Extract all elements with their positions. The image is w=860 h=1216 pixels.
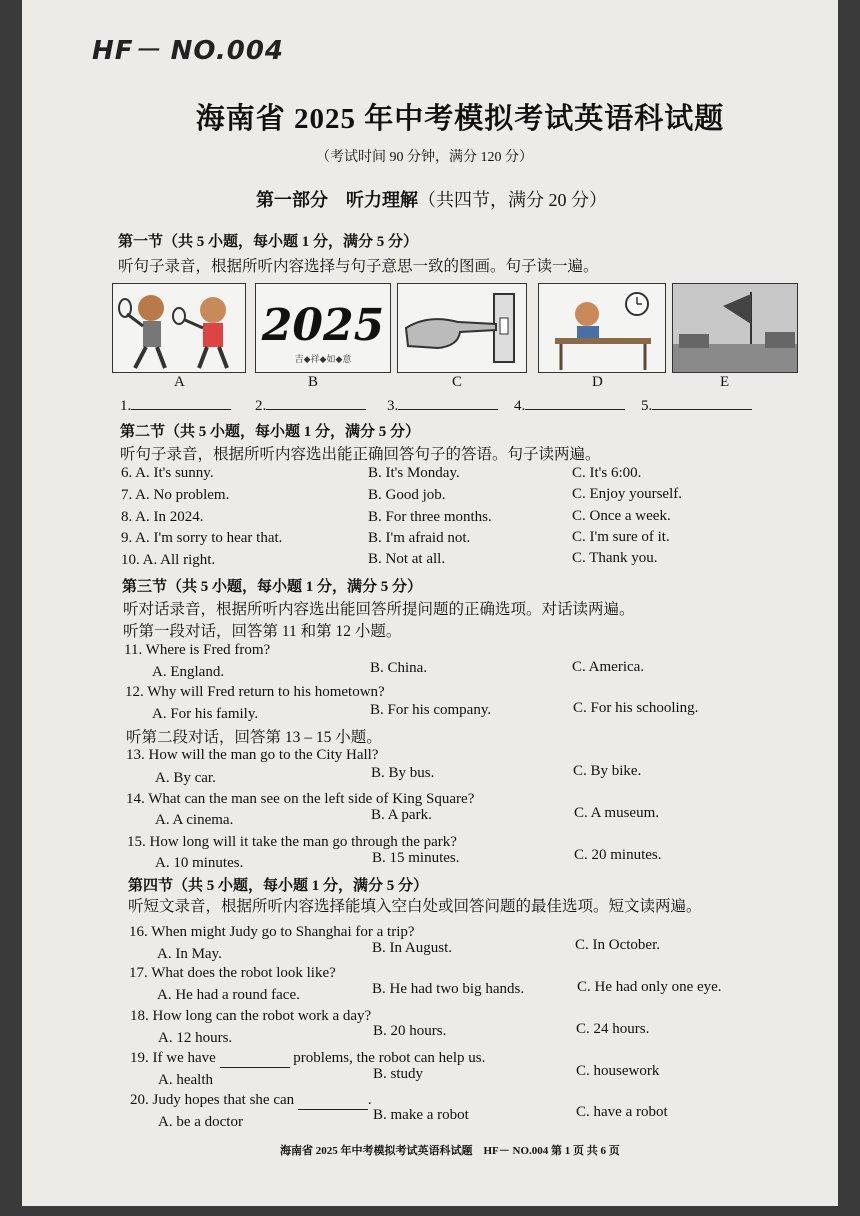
picture-b-caption: 吉◆祥◆如◆意 — [294, 355, 352, 365]
option-7a: 7. A. No problem. — [121, 487, 230, 503]
option-9a: 9. A. I'm sorry to hear that. — [121, 530, 283, 546]
option-12c: C. For his schooling. — [573, 700, 699, 716]
question-13: 13. How will the man go to the City Hall? — [126, 747, 379, 763]
question-20: 20. Judy hopes that she can . — [130, 1092, 372, 1108]
question-20-blank[interactable] — [298, 1092, 368, 1110]
picture-b-2025 — [255, 283, 391, 373]
option-6c: C. It's 6:00. — [572, 465, 642, 481]
question-11: 11. Where is Fred from? — [124, 642, 271, 658]
answer-blank-1[interactable]: 1. — [120, 397, 231, 415]
section-4-title: 第四节（共 5 小题，每小题 1 分，满分 5 分） — [128, 878, 429, 894]
option-13a: A. By car. — [155, 770, 216, 786]
option-16c: C. In October. — [575, 937, 660, 953]
section-1-title: 第一节（共 5 小题，每小题 1 分，满分 5 分） — [118, 234, 419, 250]
picture-c-switch — [397, 283, 527, 373]
picture-label-e: E — [720, 374, 730, 390]
question-12: 12. Why will Fred return to his hometown? — [125, 684, 385, 700]
picture-label-d: D — [592, 374, 603, 390]
question-17: 17. What does the robot look like? — [129, 965, 336, 981]
option-11c: C. America. — [572, 659, 645, 675]
section-3-title: 第三节（共 5 小题，每小题 1 分，满分 5 分） — [122, 579, 423, 595]
option-7c: C. Enjoy yourself. — [572, 486, 682, 502]
question-18: 18. How long can the robot work a day? — [130, 1008, 372, 1024]
option-18c: C. 24 hours. — [576, 1021, 650, 1037]
section-2-title: 第二节（共 5 小题，每小题 1 分，满分 5 分） — [120, 424, 421, 440]
picture-e-flag-square — [672, 283, 798, 373]
question-19: 19. If we have problems, the robot can help us. — [130, 1050, 486, 1066]
option-18a: A. 12 hours. — [158, 1030, 233, 1046]
option-16b: B. In August. — [372, 940, 453, 956]
option-15b: B. 15 minutes. — [372, 850, 460, 866]
option-16a: A. In May. — [157, 946, 222, 962]
picture-b-year: 2025 — [261, 300, 385, 351]
answer-blank-5[interactable]: 5. — [641, 397, 752, 415]
option-13b: B. By bus. — [371, 765, 435, 781]
question-16: 16. When might Judy go to Shanghai for a trip? — [129, 924, 415, 940]
picture-label-c: C — [452, 374, 463, 390]
answer-blank-2[interactable]: 2. — [255, 397, 366, 415]
page-title: 海南省 2025 年中考模拟考试英语科试题 — [195, 103, 725, 135]
option-19a: A. health — [158, 1072, 213, 1088]
part-heading — [256, 186, 607, 212]
option-10c: C. Thank you. — [572, 550, 658, 566]
part-note: （共四节，满分 20 分） — [418, 190, 607, 210]
option-10b: B. Not at all. — [368, 551, 446, 567]
section-3-instruction: 听对话录音，根据所听内容选出能回答所提问题的正确选项。对话读两遍。 — [123, 601, 635, 618]
option-12a: A. For his family. — [152, 706, 259, 722]
option-18b: B. 20 hours. — [373, 1023, 447, 1039]
answer-blank-4[interactable]: 4. — [514, 397, 625, 415]
option-13c: C. By bike. — [573, 763, 642, 779]
question-15: 15. How long will it take the man go through the park? — [127, 834, 457, 850]
option-19b: B. study — [373, 1066, 424, 1082]
option-8a: 8. A. In 2024. — [121, 509, 204, 525]
option-15a: A. 10 minutes. — [155, 855, 244, 871]
option-17a: A. He had a round face. — [157, 987, 300, 1003]
option-14b: B. A park. — [371, 807, 432, 823]
section-3-dialog2: 听第二段对话，回答第 13 – 15 小题。 — [126, 729, 382, 746]
option-6b: B. It's Monday. — [368, 465, 460, 481]
option-11b: B. China. — [370, 660, 428, 676]
section-2-instruction: 听句子录音，根据所听内容选出能正确回答句子的答语。句子读两遍。 — [120, 446, 601, 463]
option-8c: C. Once a week. — [572, 508, 671, 524]
picture-row — [92, 283, 798, 375]
picture-label-a: A — [174, 374, 185, 390]
option-17b: B. He had two big hands. — [372, 981, 525, 997]
option-6a: 6. A. It's sunny. — [121, 465, 214, 481]
section-1-instruction: 听句子录音，根据所听内容选择与句子意思一致的图画。句子读一遍。 — [118, 258, 599, 275]
option-8b: B. For three months. — [368, 509, 492, 525]
option-11a: A. England. — [152, 664, 225, 680]
exam-duration-note: （考试时间 90 分钟，满分 120 分） — [316, 150, 533, 165]
question-14: 14. What can the man see on the left side of King Square? — [126, 791, 475, 807]
option-14c: C. A museum. — [574, 805, 660, 821]
option-7b: B. Good job. — [368, 487, 446, 503]
option-10a: 10. A. All right. — [121, 552, 216, 568]
page-footer: 海南省 2025 年中考模拟考试英语科试题 HF－ NO.004 第 1 页 共 6 页 — [280, 1145, 620, 1157]
option-9b: B. I'm afraid not. — [368, 530, 471, 546]
question-19-blank[interactable] — [220, 1050, 290, 1068]
option-12b: B. For his company. — [370, 702, 492, 718]
answer-blank-3[interactable]: 3. — [387, 397, 498, 415]
section-4-instruction: 听短文录音，根据所听内容选择能填入空白处或回答问题的最佳选项。短文读两遍。 — [128, 898, 702, 915]
option-9c: C. I'm sure of it. — [572, 529, 670, 545]
option-14a: A. A cinema. — [155, 812, 234, 828]
part-title: 第一部分 听力理解 — [256, 190, 418, 210]
picture-d-boy-studying — [538, 283, 666, 373]
option-15c: C. 20 minutes. — [574, 847, 662, 863]
option-20a: A. be a doctor — [158, 1114, 243, 1130]
section-3-dialog1: 听第一段对话，回答第 11 和第 12 小题。 — [123, 623, 402, 640]
exam-code: HF－ NO.004 — [92, 36, 285, 66]
option-17c: C. He had only one eye. — [577, 979, 722, 995]
picture-label-b: B — [308, 374, 319, 390]
picture-a-badminton — [112, 283, 246, 373]
option-19c: C. housework — [576, 1063, 660, 1079]
option-20b: B. make a robot — [373, 1107, 469, 1123]
option-20c: C. have a robot — [576, 1104, 668, 1120]
